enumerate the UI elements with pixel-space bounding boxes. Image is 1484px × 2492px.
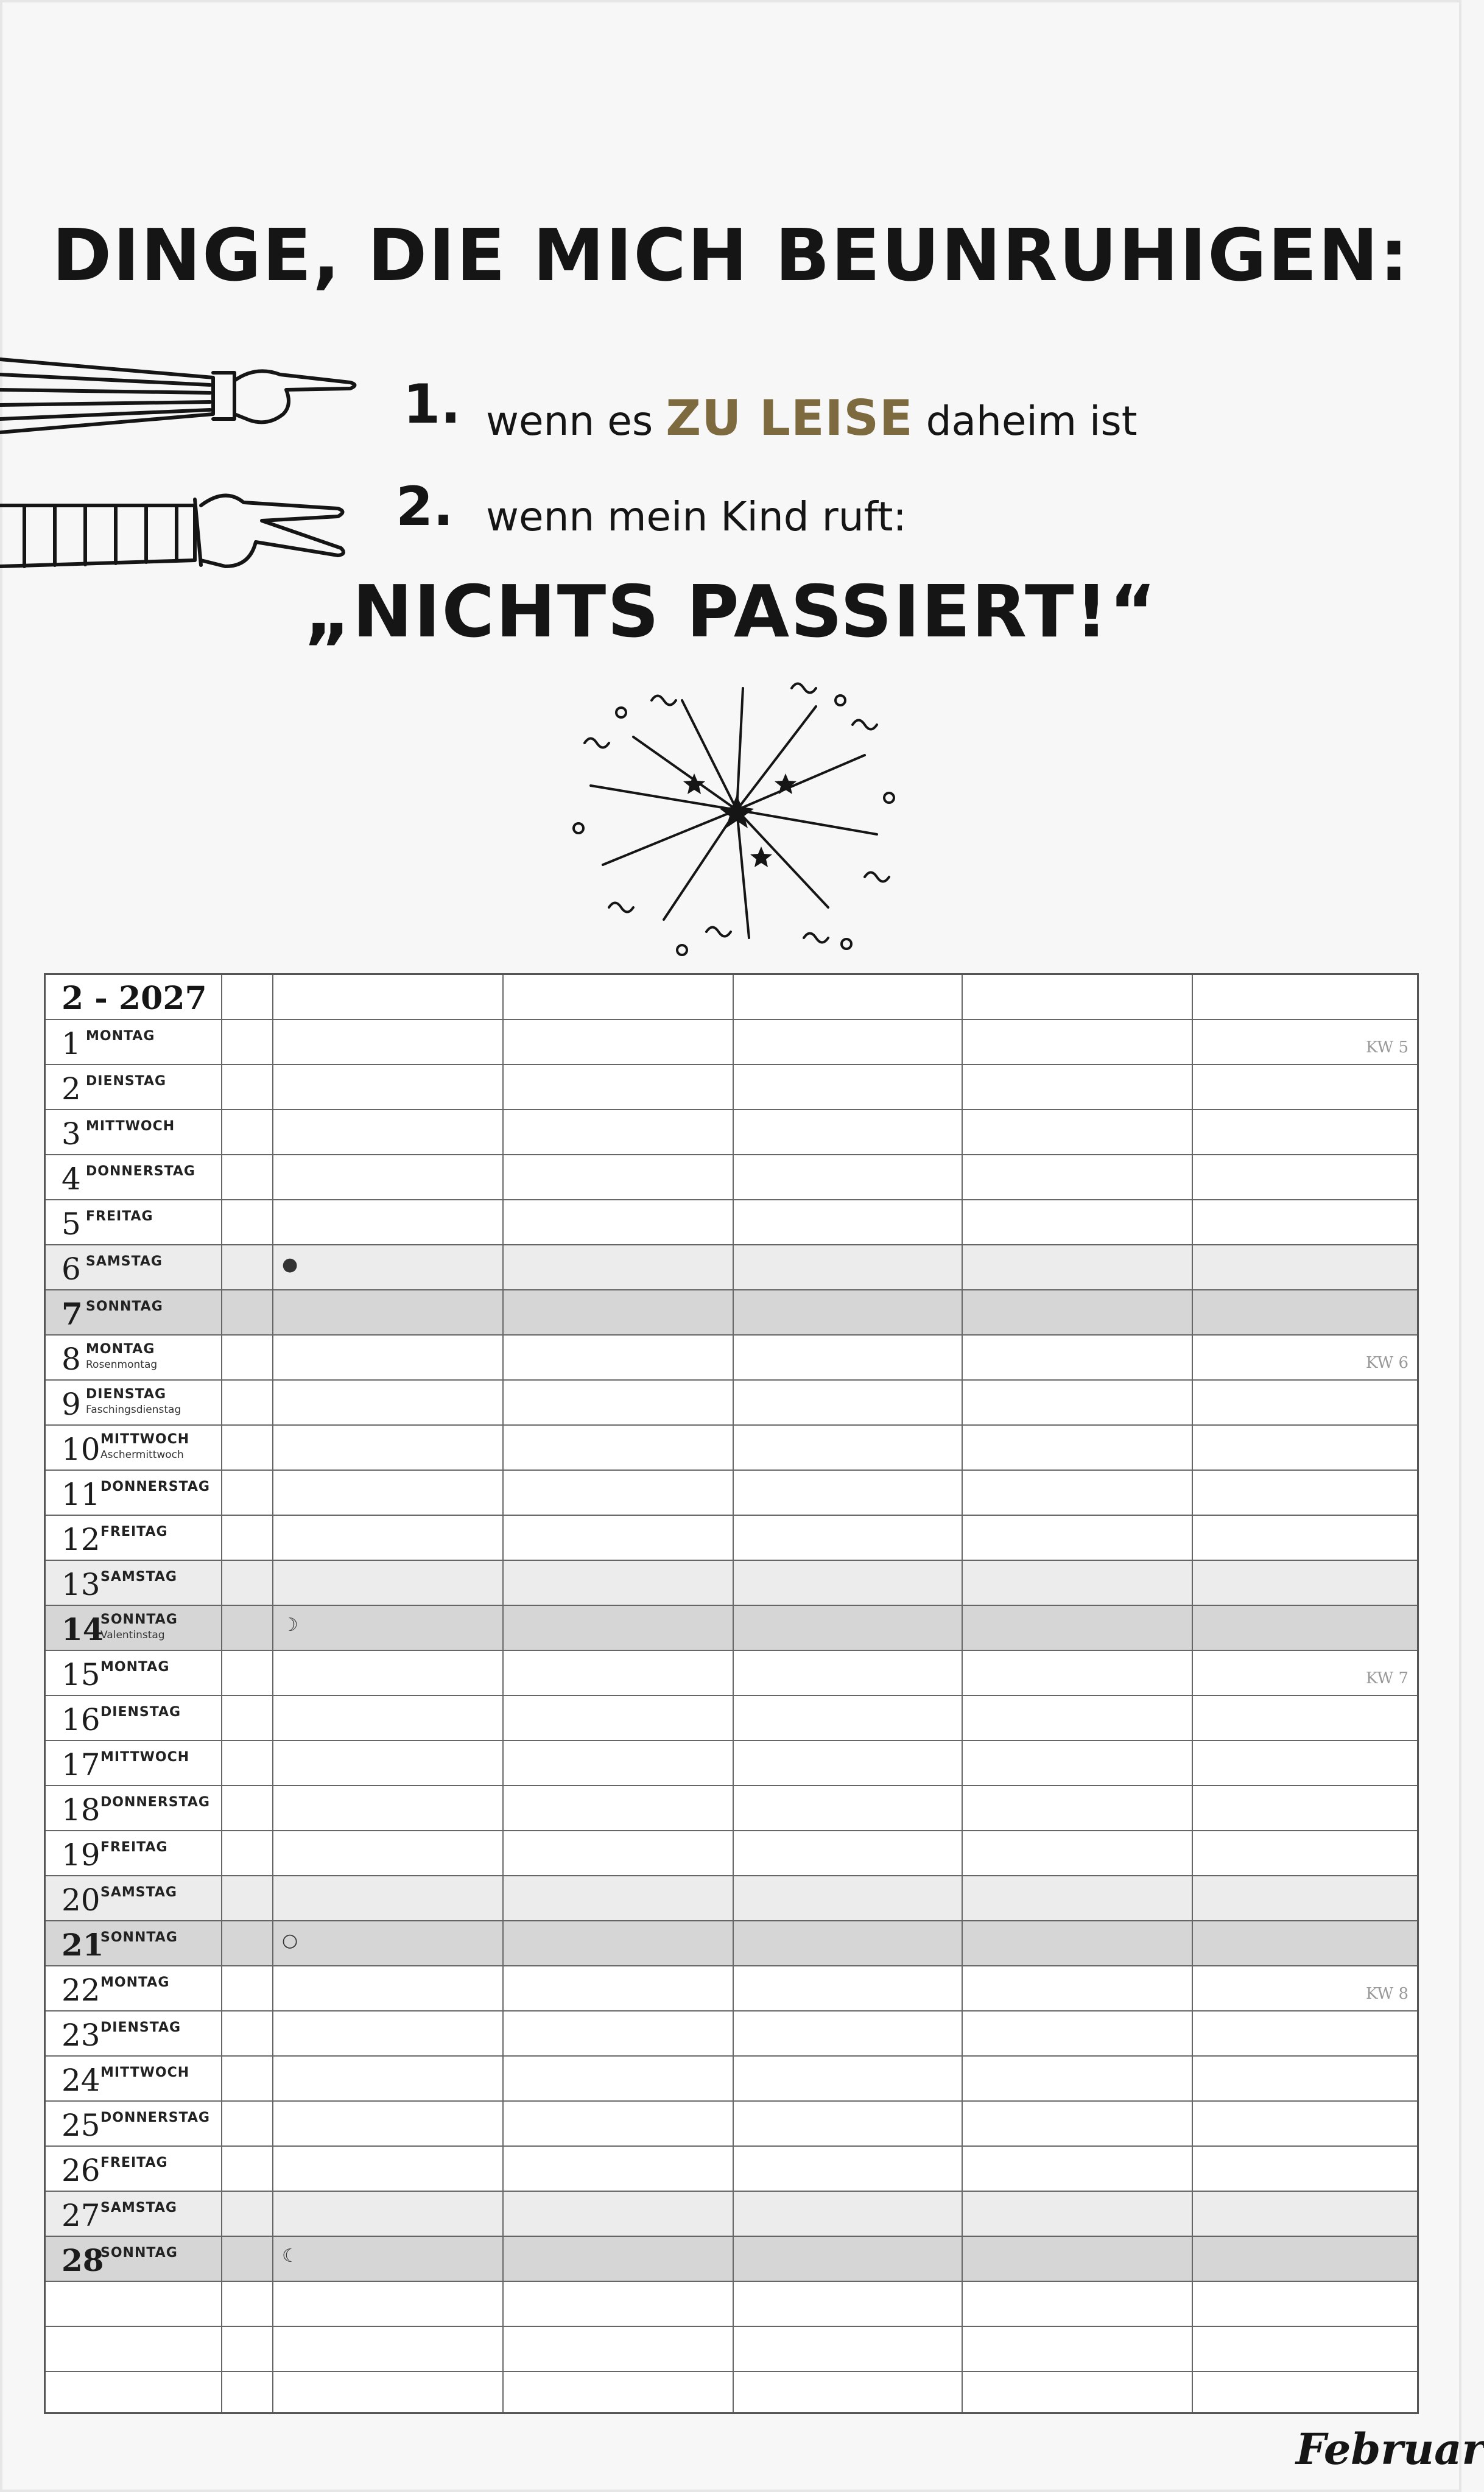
day-row [46, 1020, 1417, 1065]
day-name: DIENSTAG [100, 1705, 181, 1720]
day-number: 9 [62, 1387, 81, 1422]
calendar-header-row [46, 975, 1417, 1020]
day-row [46, 1290, 1417, 1336]
day-number: 10 [62, 1432, 100, 1467]
empty-row [46, 2372, 1417, 2417]
day-number: 26 [62, 2153, 100, 2188]
holiday-note: Rosenmontag [86, 1359, 158, 1371]
list-item-1 [486, 390, 1138, 446]
day-name: SONNTAG [100, 2245, 178, 2261]
day-row [46, 1606, 1417, 1651]
day-number: 2 [62, 1071, 81, 1107]
column-divider [221, 975, 222, 2412]
day-number: 12 [62, 1522, 100, 1557]
day-name: SAMSTAG [100, 2200, 177, 2216]
accent-text: ZU LEISE [666, 390, 913, 446]
list-number-1: 1. [403, 373, 461, 435]
day-row [46, 1786, 1417, 1831]
day-name: MITTWOCH [100, 2065, 190, 2080]
day-number: 18 [62, 1792, 100, 1828]
week-number: KW 7 [1365, 1669, 1408, 1688]
calendar-grid [44, 973, 1419, 2414]
empty-row [46, 2327, 1417, 2372]
day-name: FREITAG [100, 2155, 168, 2170]
day-number: 6 [62, 1251, 81, 1287]
day-row [46, 1741, 1417, 1786]
column-divider [272, 975, 273, 2412]
moon-phase-icon: ☽ [282, 1614, 298, 1636]
day-row [46, 1426, 1417, 1471]
day-name: MITTWOCH [100, 1750, 190, 1765]
empty-row [46, 2282, 1417, 2327]
moon-phase-icon: ● [282, 1254, 298, 1275]
list-item-1-after: daheim ist [913, 398, 1138, 445]
day-row [46, 2057, 1417, 2102]
column-divider [502, 975, 504, 2412]
day-name: SAMSTAG [86, 1254, 163, 1269]
week-number: KW 8 [1365, 1985, 1408, 2003]
day-name: MITTWOCH [86, 1119, 175, 1134]
pointing-hand-illustration [0, 347, 365, 445]
day-row [46, 1561, 1417, 1606]
column-divider [962, 975, 963, 2412]
day-number: 27 [62, 2198, 100, 2233]
day-name: FREITAG [100, 1524, 168, 1540]
day-number: 28 [62, 2242, 104, 2278]
day-number: 1 [62, 1026, 81, 1061]
day-row [46, 1245, 1417, 1290]
day-row [46, 1696, 1417, 1741]
day-name: MONTAG [100, 1975, 170, 1990]
holiday-note: Valentinstag [100, 1629, 165, 1641]
column-divider [733, 975, 734, 2412]
day-row [46, 1065, 1417, 1110]
moon-phase-icon: ○ [282, 1930, 298, 1951]
day-name: DONNERSTAG [100, 2110, 210, 2125]
day-name: DIENSTAG [100, 2020, 181, 2035]
day-name: FREITAG [100, 1840, 168, 1855]
day-number: 7 [62, 1296, 83, 1332]
day-row [46, 1831, 1417, 1876]
day-row [46, 2147, 1417, 2192]
day-row [46, 1921, 1417, 1966]
day-number: 17 [62, 1747, 100, 1783]
calendar-title: 2 - 2027 [62, 980, 207, 1017]
holiday-note: Aschermittwoch [100, 1449, 184, 1461]
day-row [46, 1200, 1417, 1245]
day-name: DONNERSTAG [100, 1479, 210, 1494]
day-name: DIENSTAG [86, 1387, 167, 1402]
day-number: 5 [62, 1206, 81, 1242]
day-number: 24 [62, 2063, 100, 2098]
page-headline: DINGE, DIE MICH BEUNRUHIGEN: [52, 213, 1410, 297]
day-number: 25 [62, 2108, 100, 2143]
day-name: MONTAG [86, 1342, 155, 1357]
list-item-2: wenn mein Kind ruft: [486, 493, 907, 540]
day-name: SONNTAG [100, 1930, 178, 1945]
day-row [46, 1471, 1417, 1516]
confetti-burst-illustration [560, 664, 913, 956]
list-item-1-before: wenn es [486, 398, 666, 445]
day-name: DONNERSTAG [86, 1164, 195, 1179]
column-divider [1192, 975, 1193, 2412]
day-row [46, 1651, 1417, 1696]
day-number: 22 [62, 1973, 100, 2008]
moon-phase-icon: ☾ [282, 2245, 298, 2267]
day-row [46, 1516, 1417, 1561]
day-number: 8 [62, 1342, 81, 1377]
day-row [46, 2102, 1417, 2147]
day-row [46, 2237, 1417, 2282]
day-name: MONTAG [100, 1660, 170, 1675]
day-number: 15 [62, 1657, 100, 1692]
day-row [46, 1336, 1417, 1381]
list-number-2: 2. [396, 475, 454, 538]
day-name: SONNTAG [100, 1612, 178, 1627]
day-number: 21 [62, 1927, 104, 1963]
day-row [46, 1876, 1417, 1921]
month-signature: Februar [1296, 2424, 1484, 2474]
day-number: 13 [62, 1567, 100, 1602]
day-number: 4 [62, 1161, 81, 1197]
day-number: 20 [62, 1882, 100, 1918]
day-name: MITTWOCH [100, 1432, 190, 1447]
day-number: 11 [62, 1477, 100, 1512]
day-name: SAMSTAG [100, 1885, 177, 1900]
day-row [46, 2012, 1417, 2057]
day-name: MONTAG [86, 1029, 155, 1044]
day-row [46, 1381, 1417, 1426]
day-number: 23 [62, 2018, 100, 2053]
holiday-note: Faschingsdienstag [86, 1404, 181, 1416]
day-number: 3 [62, 1116, 81, 1152]
week-number: KW 5 [1365, 1038, 1408, 1057]
day-name: DIENSTAG [86, 1074, 167, 1089]
day-row [46, 1966, 1417, 2012]
day-row [46, 1110, 1417, 1155]
week-number: KW 6 [1365, 1354, 1408, 1372]
day-row [46, 2192, 1417, 2237]
day-row [46, 1155, 1417, 1200]
day-name: FREITAG [86, 1209, 153, 1224]
day-number: 14 [62, 1611, 104, 1647]
victory-hand-illustration [0, 481, 353, 579]
day-number: 19 [62, 1837, 100, 1873]
day-name: DONNERSTAG [100, 1795, 210, 1810]
day-name: SONNTAG [86, 1299, 163, 1314]
day-name: SAMSTAG [100, 1569, 177, 1585]
day-number: 16 [62, 1702, 100, 1737]
quote-text: „NICHTS PASSIERT!“ [304, 569, 1158, 653]
